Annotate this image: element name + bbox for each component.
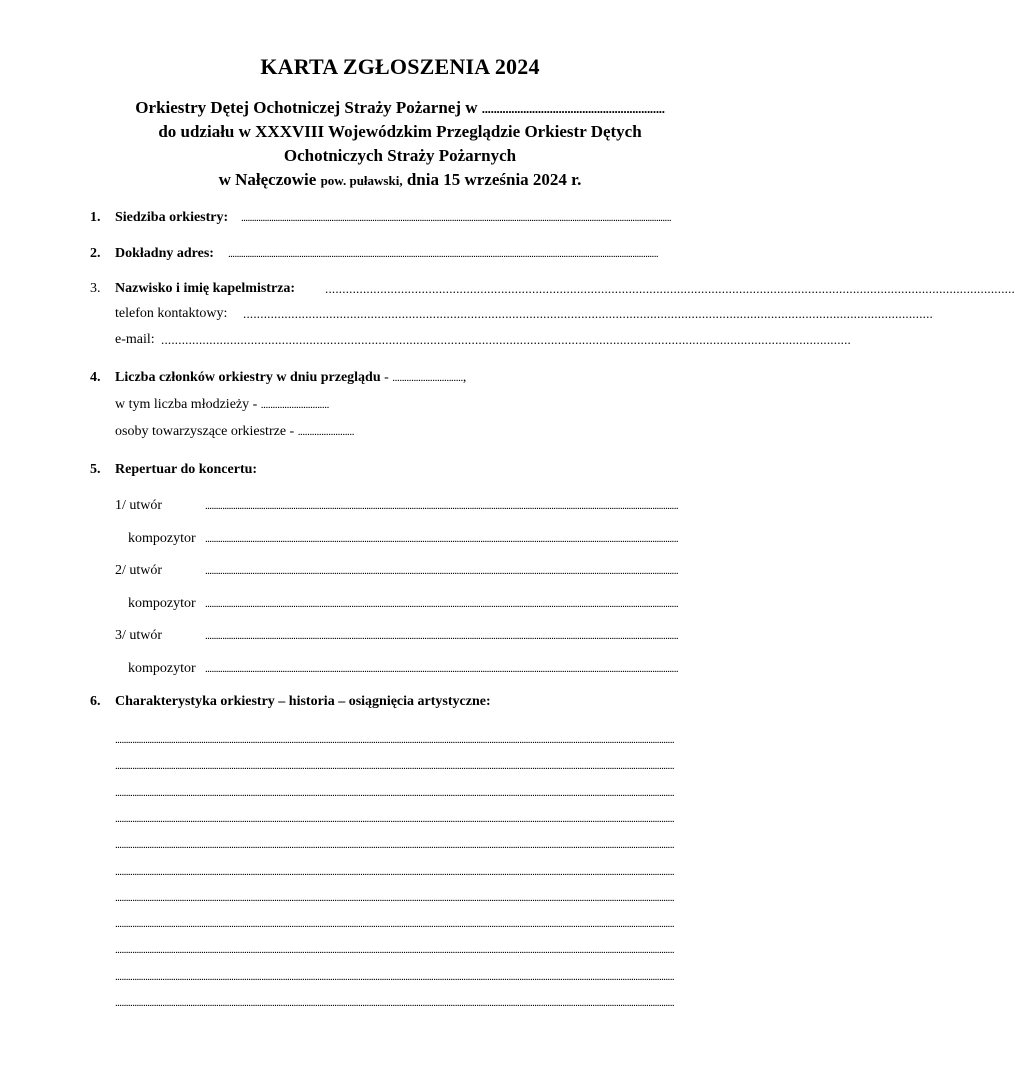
email-field[interactable]: ........................................................................................................................................................................................................ — [161, 332, 851, 347]
email-label: e-mail: — [115, 332, 155, 347]
header-district: pow. puławski, — [320, 173, 403, 188]
history-line[interactable]: .................................................................................................................................................................................................................................................................... — [115, 997, 675, 1009]
section-4-row — [115, 370, 466, 386]
member-count-field[interactable]: .............................. — [392, 372, 463, 384]
section-1-label: Siedziba orkiestry: — [115, 210, 229, 225]
orchestra-location-field[interactable]: .............................................................. — [481, 101, 665, 116]
history-line[interactable]: .................................................................................................................................................................................................................................................................... — [115, 944, 675, 957]
header-line-3: Ochotniczych Straży Pożarnych — [283, 146, 517, 165]
composer-1-label: kompozytor — [128, 531, 196, 546]
youth-count-row — [115, 397, 329, 413]
history-line[interactable]: .................................................................................................................................................................................................................................................................... — [115, 786, 675, 799]
phone-field[interactable]: ........................................................................................................................................................................................................ — [243, 306, 933, 321]
work-3-field[interactable]: ............................................................................................................................................................................................................................ — [205, 630, 679, 642]
phone-label: telefon kontaktowy: — [115, 306, 228, 321]
history-line[interactable]: .................................................................................................................................................................................................................................................................... — [115, 891, 675, 904]
history-line[interactable]: .................................................................................................................................................................................................................................................................... — [115, 839, 675, 852]
section-4-label: Liczba członków orkiestry w dniu przeglądu — [115, 370, 381, 385]
section-2-label: Dokładny adres: — [115, 246, 214, 261]
section-4-number: 4. — [90, 370, 101, 385]
section-3-number: 3. — [90, 281, 101, 296]
section-5-label: Repertuar do koncertu: — [115, 462, 258, 477]
work-2-field[interactable]: ............................................................................................................................................................................................................................ — [205, 565, 679, 577]
header-line-1 — [0, 98, 800, 118]
history-line[interactable]: .................................................................................................................................................................................................................................................................... — [115, 918, 675, 931]
header-line-2: do udziału w XXXVIII Wojewódzkim Przeglądzie Orkiestr Dętych — [158, 122, 642, 141]
address-field[interactable]: ........................................................................................................................................................................................................ — [228, 248, 659, 260]
work-1-label: 1/ utwór — [115, 498, 163, 513]
companions-row — [115, 424, 354, 440]
composer-2-label: kompozytor — [128, 596, 196, 611]
section-4-dash: - — [384, 370, 389, 385]
conductor-name-field[interactable]: ........................................................................................................................................................................................................ — [325, 281, 1015, 296]
section-6-number: 6. — [90, 694, 101, 709]
youth-count-label: w tym liczba młodzieży - — [115, 397, 258, 412]
composer-3-label: kompozytor — [128, 661, 196, 676]
section-1-number: 1. — [90, 210, 101, 225]
section-2-number: 2. — [90, 246, 101, 261]
header-line-4 — [0, 170, 800, 190]
seat-field[interactable]: ........................................................................................................................................................................................................ — [241, 212, 672, 224]
form-title: KARTA ZGŁOSZENIA 2024 — [260, 54, 540, 79]
youth-count-field[interactable]: ............................. — [260, 399, 329, 411]
composer-2-field[interactable]: ............................................................................................................................................................................................................................ — [205, 598, 679, 610]
section-5-number: 5. — [90, 462, 101, 477]
header-line-1-text: Orkiestry Dętej Ochotniczej Straży Pożarnej w — [135, 98, 478, 117]
companions-field[interactable]: ........................ — [297, 426, 355, 438]
history-line[interactable]: .................................................................................................................................................................................................................................................................... — [115, 760, 675, 773]
header-location: w Nałęczowie — [218, 170, 317, 189]
work-3-label: 3/ utwór — [115, 628, 163, 643]
composer-1-field[interactable]: ............................................................................................................................................................................................................................ — [205, 533, 679, 545]
history-line[interactable]: .................................................................................................................................................................................................................................................................... — [115, 812, 675, 825]
work-2-label: 2/ utwór — [115, 563, 163, 578]
history-line[interactable]: .................................................................................................................................................................................................................................................................... — [115, 734, 675, 746]
history-line[interactable]: .................................................................................................................................................................................................................................................................... — [115, 970, 675, 983]
section-4-trailing-comma: , — [462, 370, 467, 385]
work-1-field[interactable]: ............................................................................................................................................................................................................................ — [205, 500, 679, 512]
history-line[interactable]: .................................................................................................................................................................................................................................................................... — [115, 865, 675, 878]
header-date: dnia 15 września 2024 r. — [406, 170, 582, 189]
composer-3-field[interactable]: ............................................................................................................................................................................................................................ — [205, 663, 679, 675]
companions-label: osoby towarzyszące orkiestrze - — [115, 424, 295, 439]
section-6-label: Charakterystyka orkiestry – historia – osiągnięcia artystyczne: — [115, 694, 491, 709]
section-3-label: Nazwisko i imię kapelmistrza: — [115, 281, 296, 296]
